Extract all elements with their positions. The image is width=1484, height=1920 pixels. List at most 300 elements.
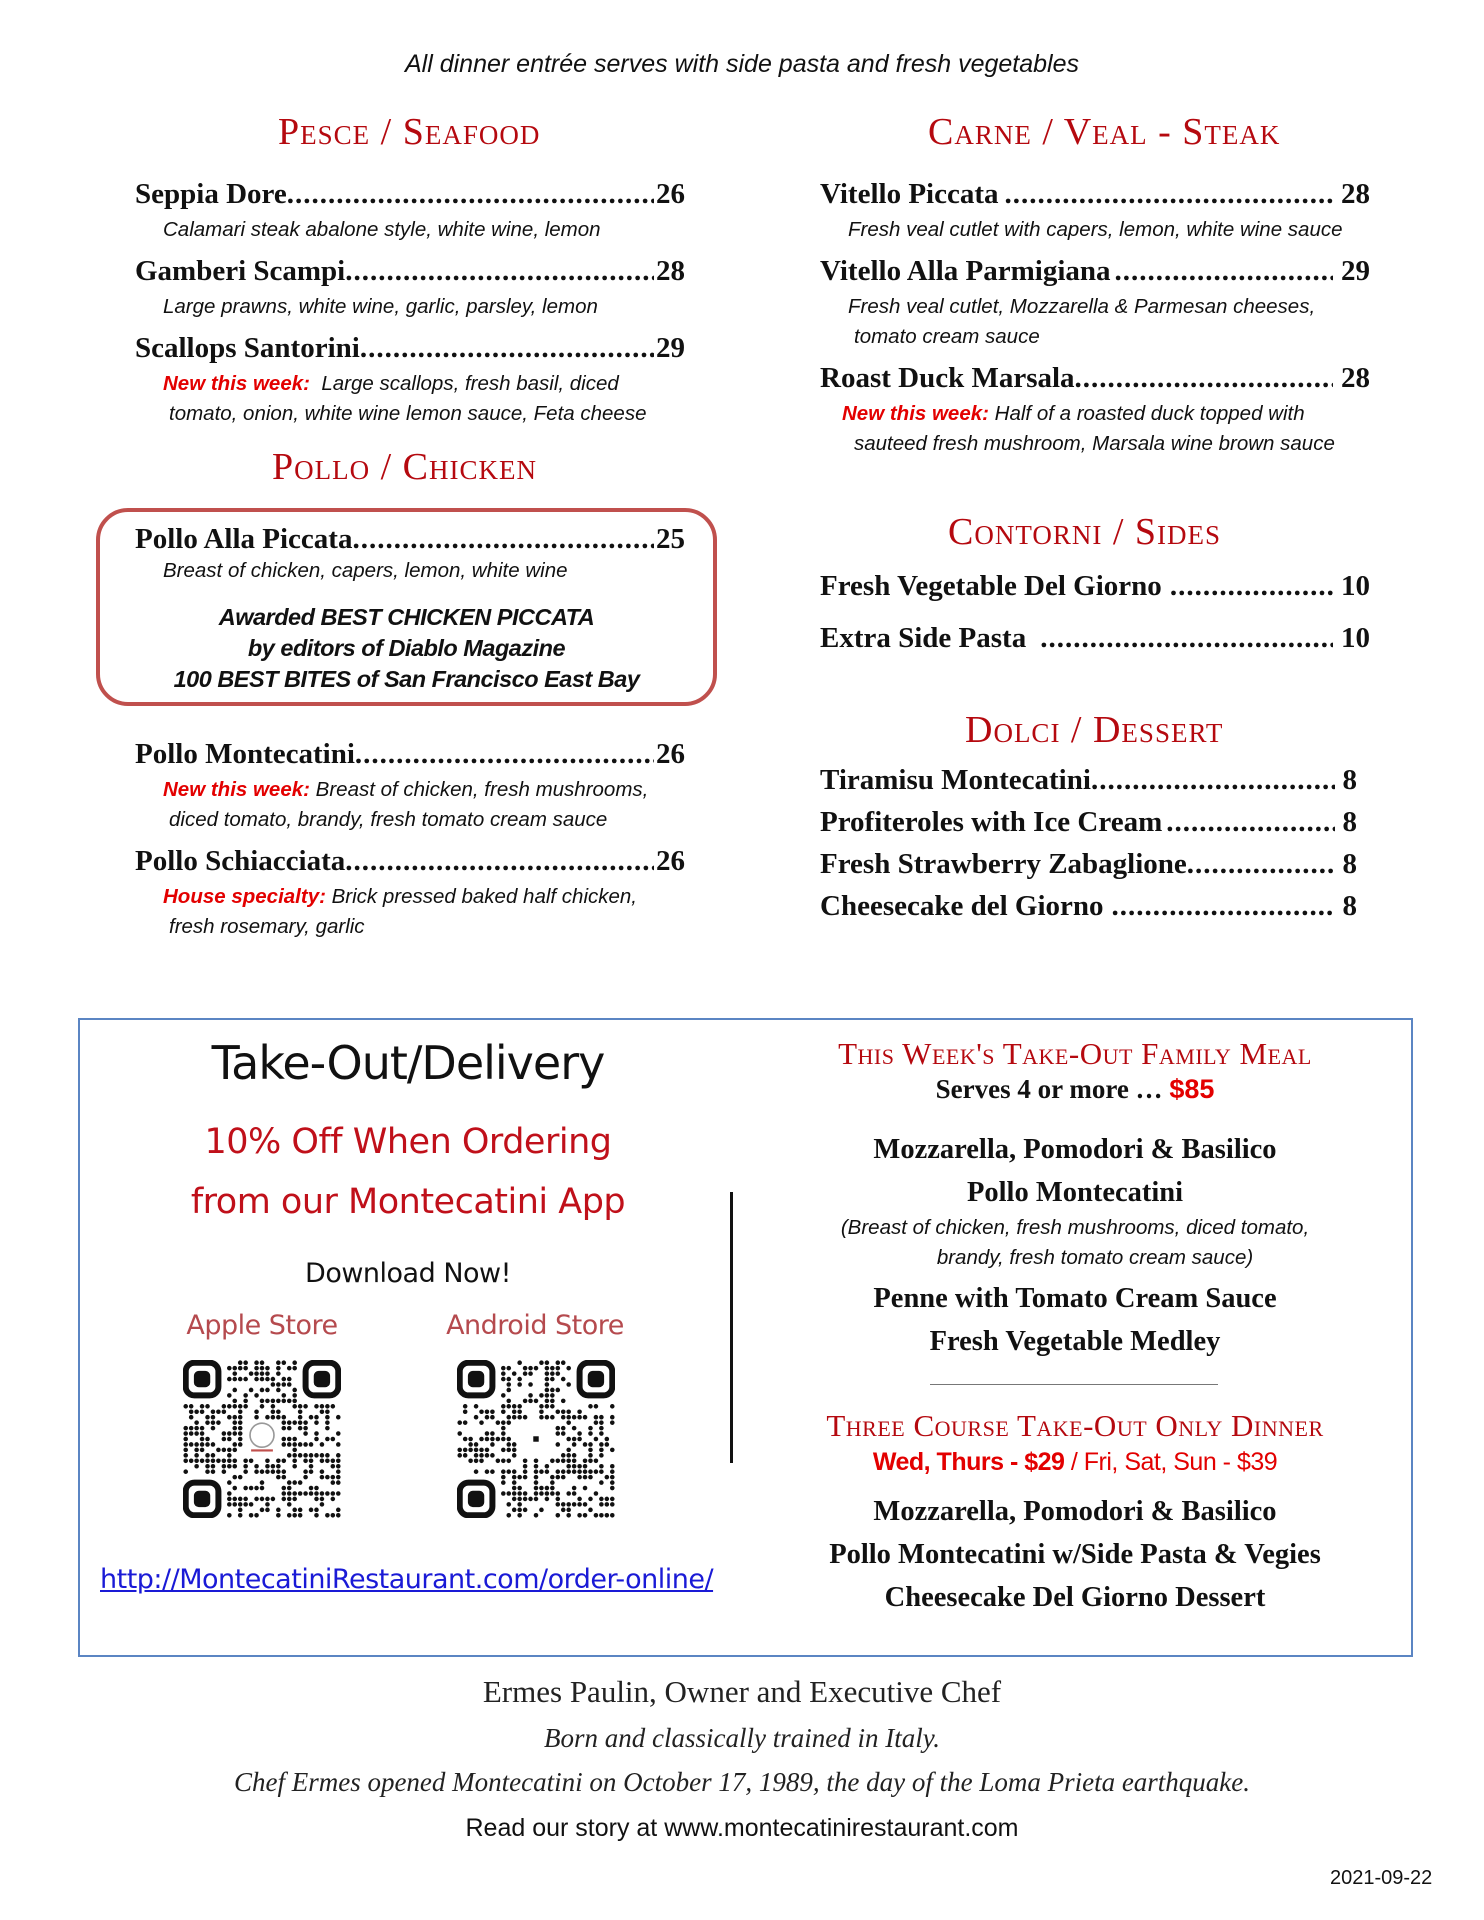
qr-module bbox=[314, 1420, 319, 1425]
qr-module bbox=[550, 1459, 555, 1464]
qr-module bbox=[534, 1399, 539, 1404]
qr-module bbox=[572, 1437, 577, 1442]
qr-module bbox=[583, 1513, 588, 1518]
qr-module bbox=[298, 1480, 303, 1485]
qr-module bbox=[583, 1486, 588, 1491]
weekend-price: Fri, Sat, Sun - $39 bbox=[1083, 1448, 1278, 1476]
qr-module bbox=[463, 1437, 468, 1442]
qr-module bbox=[539, 1409, 544, 1414]
qr-module bbox=[232, 1502, 237, 1507]
qr-module bbox=[610, 1513, 615, 1518]
qr-module bbox=[523, 1497, 528, 1502]
qr-module bbox=[610, 1415, 615, 1420]
item-price: 8 bbox=[1342, 764, 1357, 796]
qr-module bbox=[320, 1404, 325, 1409]
qr-module bbox=[331, 1475, 336, 1480]
qr-module bbox=[292, 1399, 297, 1404]
item-price: 26 bbox=[656, 178, 685, 210]
qr-module bbox=[227, 1448, 232, 1453]
qr-module bbox=[501, 1480, 506, 1485]
qr-module bbox=[276, 1415, 281, 1420]
item-desc-line2: sauteed fresh mushroom, Marsala wine brown sauce bbox=[854, 432, 1335, 455]
qr-module bbox=[282, 1497, 287, 1502]
qr-module bbox=[309, 1464, 314, 1469]
dot-leader bbox=[1091, 764, 1335, 797]
qr-module bbox=[232, 1442, 237, 1447]
qr-module bbox=[605, 1442, 610, 1447]
qr-module bbox=[599, 1420, 604, 1425]
qr-module bbox=[517, 1491, 522, 1496]
qr-module bbox=[512, 1409, 517, 1414]
serves-text: Serves 4 or more … bbox=[935, 1074, 1163, 1104]
qr-module bbox=[501, 1469, 506, 1474]
qr-module bbox=[227, 1491, 232, 1496]
dot-leader bbox=[287, 178, 654, 211]
qr-module bbox=[572, 1453, 577, 1458]
qr-module bbox=[556, 1469, 561, 1474]
qr-module bbox=[303, 1491, 308, 1496]
dot-leader bbox=[1104, 890, 1335, 923]
section-title-sides: Contorni / Sides bbox=[948, 511, 1222, 553]
qr-module bbox=[265, 1399, 270, 1404]
qr-module bbox=[276, 1475, 281, 1480]
qr-module bbox=[320, 1409, 325, 1414]
qr-module bbox=[189, 1404, 194, 1409]
qr-module bbox=[232, 1377, 237, 1382]
qr-module bbox=[501, 1393, 506, 1398]
qr-module bbox=[534, 1459, 539, 1464]
award-line: 100 BEST BITES of San Francisco East Bay bbox=[173, 666, 640, 692]
qr-finder-center bbox=[194, 1371, 210, 1387]
qr-module bbox=[501, 1377, 506, 1382]
qr-module bbox=[523, 1459, 528, 1464]
qr-module bbox=[243, 1360, 248, 1365]
menu-item-roast-duck-marsala bbox=[820, 362, 1370, 459]
dot-leader bbox=[1026, 622, 1333, 655]
qr-module bbox=[292, 1442, 297, 1447]
qr-module bbox=[260, 1377, 265, 1382]
qr-module bbox=[222, 1448, 227, 1453]
item-desc-line2: tomato cream sauce bbox=[854, 325, 1040, 348]
apple-qr-code-icon[interactable] bbox=[183, 1360, 341, 1518]
qr-module bbox=[588, 1448, 593, 1453]
qr-module bbox=[506, 1469, 511, 1474]
qr-module bbox=[599, 1431, 604, 1436]
item-name: Roast Duck Marsala bbox=[820, 362, 1075, 394]
qr-module bbox=[490, 1431, 495, 1436]
qr-module bbox=[227, 1415, 232, 1420]
qr-module bbox=[539, 1486, 544, 1491]
qr-module bbox=[292, 1464, 297, 1469]
item-price: 8 bbox=[1342, 890, 1357, 922]
item-desc: Half of a roasted duck topped with bbox=[994, 402, 1305, 425]
item-desc-line2: tomato, onion, white wine lemon sauce, Feta cheese bbox=[169, 402, 647, 425]
family-meal-item: Penne with Tomato Cream Sauce bbox=[873, 1283, 1277, 1314]
family-meal-desc: (Breast of chicken, fresh mushrooms, diced tomato, bbox=[840, 1216, 1310, 1239]
qr-module bbox=[550, 1366, 555, 1371]
qr-module bbox=[325, 1491, 330, 1496]
qr-module bbox=[227, 1377, 232, 1382]
dot-leader bbox=[355, 738, 654, 771]
qr-module bbox=[211, 1442, 216, 1447]
apple-store-label: Apple Store bbox=[186, 1310, 338, 1341]
qr-module bbox=[325, 1426, 330, 1431]
qr-module bbox=[490, 1409, 495, 1414]
qr-module bbox=[336, 1491, 341, 1496]
qr-module bbox=[194, 1431, 199, 1436]
qr-module bbox=[605, 1475, 610, 1480]
qr-module bbox=[566, 1409, 571, 1414]
qr-module bbox=[205, 1420, 210, 1425]
item-name: Profiteroles with Ice Cream bbox=[820, 806, 1163, 838]
qr-module bbox=[528, 1371, 533, 1376]
qr-module bbox=[227, 1502, 232, 1507]
qr-module bbox=[556, 1409, 561, 1414]
qr-module bbox=[506, 1377, 511, 1382]
qr-module bbox=[517, 1382, 522, 1387]
qr-module bbox=[485, 1469, 490, 1474]
qr-module bbox=[550, 1393, 555, 1398]
android-qr-code-icon[interactable] bbox=[457, 1360, 615, 1518]
qr-module bbox=[485, 1437, 490, 1442]
qr-module bbox=[577, 1464, 582, 1469]
item-desc: Large prawns, white wine, garlic, parsley, lemon bbox=[163, 295, 598, 318]
qr-module bbox=[298, 1513, 303, 1518]
qr-module bbox=[588, 1431, 593, 1436]
qr-module bbox=[292, 1388, 297, 1393]
item-desc: Brick pressed baked half chicken, bbox=[331, 885, 638, 908]
qr-module bbox=[474, 1469, 479, 1474]
qr-module bbox=[282, 1437, 287, 1442]
qr-finder-center bbox=[468, 1371, 484, 1387]
qr-module bbox=[566, 1491, 571, 1496]
qr-module bbox=[238, 1437, 243, 1442]
qr-module bbox=[260, 1399, 265, 1404]
qr-module bbox=[271, 1497, 276, 1502]
item-desc: Breast of chicken, capers, lemon, white wine bbox=[163, 559, 568, 582]
qr-module bbox=[561, 1399, 566, 1404]
promo-line-2: from our Montecatini App bbox=[190, 1182, 626, 1222]
qr-module bbox=[238, 1431, 243, 1436]
qr-module bbox=[303, 1426, 308, 1431]
qr-module bbox=[238, 1497, 243, 1502]
qr-module bbox=[605, 1497, 610, 1502]
qr-module bbox=[183, 1459, 188, 1464]
qr-module bbox=[309, 1415, 314, 1420]
qr-module bbox=[572, 1469, 577, 1474]
qr-module bbox=[501, 1448, 506, 1453]
item-desc-line2: diced tomato, brandy, fresh tomato cream sauce bbox=[169, 808, 608, 831]
qr-module bbox=[211, 1426, 216, 1431]
item-name: Scallops Santorini bbox=[135, 332, 360, 364]
qr-module bbox=[506, 1513, 511, 1518]
qr-module bbox=[287, 1399, 292, 1404]
qr-module bbox=[457, 1448, 462, 1453]
qr-module bbox=[517, 1377, 522, 1382]
dot-leader bbox=[345, 255, 654, 288]
qr-module bbox=[610, 1404, 615, 1409]
qr-module bbox=[282, 1442, 287, 1447]
qr-module bbox=[271, 1469, 276, 1474]
qr-module bbox=[292, 1404, 297, 1409]
qr-module bbox=[561, 1502, 566, 1507]
qr-module bbox=[534, 1491, 539, 1496]
item-desc: Large scallops, fresh basil, diced bbox=[321, 372, 619, 395]
qr-module bbox=[588, 1475, 593, 1480]
menu-item-pollo-alla-piccata bbox=[135, 523, 685, 586]
qr-module bbox=[254, 1497, 259, 1502]
qr-module bbox=[485, 1409, 490, 1414]
item-price: 28 bbox=[1341, 362, 1370, 394]
family-meal-item: Pollo Montecatini bbox=[966, 1177, 1184, 1208]
item-name: Seppia Dore bbox=[135, 178, 287, 210]
qr-module bbox=[594, 1491, 599, 1496]
qr-module bbox=[287, 1442, 292, 1447]
chef-story: Chef Ermes opened Montecatini on October 17, 1989, the day of the Loma Prieta earthquake. bbox=[233, 1767, 1251, 1797]
qr-module bbox=[211, 1469, 216, 1474]
award-text bbox=[96, 602, 717, 695]
qr-module bbox=[194, 1409, 199, 1414]
qr-module bbox=[588, 1469, 593, 1474]
qr-module bbox=[506, 1382, 511, 1387]
read-story-link[interactable]: Read our story at www.montecatinirestaurant.com bbox=[465, 1814, 1019, 1842]
item-name: Vitello Alla Parmigiana bbox=[820, 255, 1111, 287]
qr-module bbox=[194, 1459, 199, 1464]
qr-module bbox=[314, 1491, 319, 1496]
qr-module bbox=[550, 1491, 555, 1496]
qr-module bbox=[243, 1486, 248, 1491]
qr-module bbox=[599, 1453, 604, 1458]
menu-item-vitello-alla-parmigiana bbox=[820, 255, 1370, 352]
qr-module bbox=[303, 1442, 308, 1447]
qr-module bbox=[506, 1366, 511, 1371]
qr-module bbox=[545, 1486, 550, 1491]
qr-module bbox=[474, 1404, 479, 1409]
qr-module bbox=[588, 1404, 593, 1409]
qr-module bbox=[610, 1420, 615, 1425]
item-name: Cheesecake del Giorno bbox=[820, 890, 1104, 922]
qr-module bbox=[501, 1366, 506, 1371]
qr-module bbox=[331, 1491, 336, 1496]
qr-module bbox=[523, 1508, 528, 1513]
qr-module bbox=[292, 1453, 297, 1458]
qr-module bbox=[265, 1371, 270, 1376]
qr-module bbox=[506, 1491, 511, 1496]
section-title-veal: Carne / Veal - Steak bbox=[928, 111, 1281, 153]
qr-module bbox=[211, 1464, 216, 1469]
qr-module bbox=[512, 1480, 517, 1485]
qr-module bbox=[336, 1459, 341, 1464]
qr-module bbox=[222, 1409, 227, 1414]
qr-module bbox=[227, 1437, 232, 1442]
item-price: 26 bbox=[656, 845, 685, 877]
qr-module bbox=[534, 1475, 539, 1480]
qr-module bbox=[545, 1469, 550, 1474]
qr-module bbox=[200, 1448, 205, 1453]
qr-module bbox=[588, 1453, 593, 1458]
qr-module bbox=[539, 1415, 544, 1420]
qr-module bbox=[222, 1459, 227, 1464]
qr-module bbox=[561, 1459, 566, 1464]
family-meal-title: This Week's Take-Out Family Meal bbox=[838, 1036, 1312, 1071]
qr-module bbox=[550, 1475, 555, 1480]
qr-module bbox=[287, 1366, 292, 1371]
qr-finder-center bbox=[314, 1371, 330, 1387]
qr-module bbox=[189, 1415, 194, 1420]
qr-module bbox=[211, 1409, 216, 1414]
qr-module bbox=[577, 1497, 582, 1502]
qr-module bbox=[320, 1497, 325, 1502]
qr-module bbox=[610, 1464, 615, 1469]
item-price: 8 bbox=[1342, 806, 1357, 838]
qr-module bbox=[276, 1508, 281, 1513]
horizontal-divider bbox=[930, 1384, 1218, 1385]
qr-module bbox=[572, 1486, 577, 1491]
item-desc-line2: fresh rosemary, garlic bbox=[169, 915, 365, 938]
qr-module bbox=[183, 1469, 188, 1474]
qr-module bbox=[298, 1420, 303, 1425]
qr-module bbox=[232, 1475, 237, 1480]
qr-module bbox=[534, 1513, 539, 1518]
qr-module bbox=[292, 1437, 297, 1442]
qr-module bbox=[265, 1415, 270, 1420]
qr-module bbox=[588, 1442, 593, 1447]
qr-module bbox=[506, 1388, 511, 1393]
qr-module bbox=[243, 1497, 248, 1502]
qr-module bbox=[566, 1464, 571, 1469]
qr-module bbox=[232, 1399, 237, 1404]
qr-module bbox=[550, 1480, 555, 1485]
qr-finder-center bbox=[194, 1491, 210, 1507]
qr-module bbox=[254, 1371, 259, 1376]
qr-module bbox=[501, 1426, 506, 1431]
qr-module bbox=[238, 1415, 243, 1420]
qr-module bbox=[545, 1393, 550, 1398]
qr-module bbox=[222, 1469, 227, 1474]
qr-module bbox=[314, 1497, 319, 1502]
item-desc: Fresh veal cutlet with capers, lemon, white wine sauce bbox=[848, 218, 1343, 241]
qr-module bbox=[282, 1426, 287, 1431]
download-now: Download Now! bbox=[305, 1258, 511, 1289]
qr-module bbox=[512, 1404, 517, 1409]
qr-module bbox=[238, 1377, 243, 1382]
qr-module bbox=[512, 1448, 517, 1453]
qr-module bbox=[249, 1502, 254, 1507]
qr-module bbox=[298, 1426, 303, 1431]
qr-module bbox=[512, 1415, 517, 1420]
qr-finder-center bbox=[468, 1491, 484, 1507]
qr-module bbox=[314, 1415, 319, 1420]
qr-module bbox=[303, 1469, 308, 1474]
new-badge: New this week: bbox=[163, 778, 310, 801]
qr-module bbox=[561, 1409, 566, 1414]
qr-module bbox=[336, 1442, 341, 1447]
qr-module bbox=[194, 1453, 199, 1458]
qr-module bbox=[583, 1475, 588, 1480]
qr-module bbox=[534, 1486, 539, 1491]
qr-module bbox=[287, 1491, 292, 1496]
qr-module bbox=[265, 1502, 270, 1507]
menu-item-tiramisu bbox=[820, 764, 1357, 797]
qr-module bbox=[610, 1480, 615, 1485]
menu-item-extra-side-pasta bbox=[820, 622, 1370, 655]
qr-module bbox=[254, 1486, 259, 1491]
android-store-label: Android Store bbox=[446, 1310, 624, 1341]
qr-module bbox=[320, 1469, 325, 1474]
qr-module bbox=[556, 1426, 561, 1431]
qr-module bbox=[303, 1475, 308, 1480]
qr-module bbox=[501, 1437, 506, 1442]
qr-module bbox=[463, 1453, 468, 1458]
qr-module bbox=[336, 1475, 341, 1480]
qr-module bbox=[309, 1453, 314, 1458]
qr-module bbox=[545, 1382, 550, 1387]
qr-module bbox=[320, 1502, 325, 1507]
qr-module bbox=[501, 1459, 506, 1464]
qr-module bbox=[238, 1426, 243, 1431]
qr-module bbox=[539, 1393, 544, 1398]
qr-module bbox=[238, 1366, 243, 1371]
qr-module bbox=[506, 1420, 511, 1425]
qr-module bbox=[577, 1513, 582, 1518]
qr-module bbox=[260, 1371, 265, 1376]
menu-item-pollo-montecatini bbox=[135, 738, 685, 835]
qr-module bbox=[594, 1420, 599, 1425]
qr-module bbox=[556, 1388, 561, 1393]
qr-module bbox=[254, 1415, 259, 1420]
qr-module bbox=[232, 1371, 237, 1376]
qr-module bbox=[271, 1409, 276, 1414]
item-name: Pollo Alla Piccata bbox=[135, 523, 353, 555]
qr-module bbox=[271, 1382, 276, 1387]
qr-module bbox=[205, 1464, 210, 1469]
qr-module bbox=[243, 1464, 248, 1469]
qr-module bbox=[222, 1464, 227, 1469]
qr-module bbox=[517, 1508, 522, 1513]
qr-module bbox=[463, 1420, 468, 1425]
qr-module bbox=[534, 1497, 539, 1502]
qr-module bbox=[556, 1475, 561, 1480]
qr-module bbox=[528, 1366, 533, 1371]
qr-module bbox=[320, 1459, 325, 1464]
qr-module bbox=[572, 1502, 577, 1507]
vertical-divider bbox=[730, 1192, 733, 1463]
qr-module bbox=[610, 1469, 615, 1474]
qr-module bbox=[512, 1491, 517, 1496]
qr-module bbox=[572, 1459, 577, 1464]
specialty-badge: House specialty: bbox=[163, 885, 326, 908]
qr-module bbox=[227, 1480, 232, 1485]
order-online-link[interactable]: http://MontecatiniRestaurant.com/order-online/ bbox=[100, 1564, 714, 1595]
qr-module bbox=[583, 1459, 588, 1464]
qr-module bbox=[523, 1469, 528, 1474]
qr-module bbox=[189, 1426, 194, 1431]
qr-module bbox=[577, 1409, 582, 1414]
qr-module bbox=[254, 1393, 259, 1398]
qr-module bbox=[463, 1404, 468, 1409]
qr-module bbox=[512, 1453, 517, 1458]
qr-module bbox=[194, 1420, 199, 1425]
qr-module bbox=[599, 1513, 604, 1518]
qr-module bbox=[227, 1513, 232, 1518]
award-line: Awarded BEST CHICKEN PICCATA bbox=[218, 604, 595, 630]
item-price: 10 bbox=[1341, 570, 1370, 602]
qr-module bbox=[254, 1360, 259, 1365]
qr-module bbox=[523, 1366, 528, 1371]
qr-module bbox=[610, 1497, 615, 1502]
qr-module bbox=[325, 1513, 330, 1518]
new-badge: New this week: bbox=[163, 372, 310, 395]
